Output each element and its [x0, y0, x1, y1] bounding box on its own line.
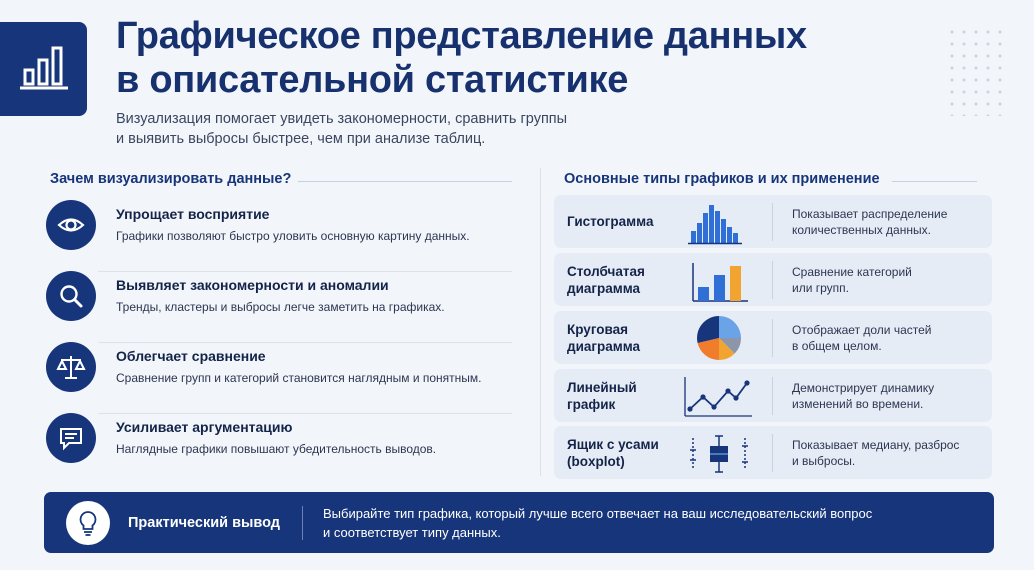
- reason-title: Облегчает сравнение: [116, 348, 266, 364]
- reason-title: Выявляет закономерности и аномалии: [116, 277, 389, 293]
- page-title: Графическое представление данных в описательной статистике: [116, 15, 807, 101]
- magnifier-icon: [46, 271, 96, 321]
- bar-chart-icon: [17, 40, 71, 99]
- chart-type-card: [554, 195, 992, 248]
- types-heading: Основные типы графиков и их применение: [564, 171, 880, 187]
- reason-item: [46, 271, 512, 343]
- decorative-dot-grid: [946, 26, 1006, 116]
- chart-type-card: [554, 253, 992, 306]
- chart-type-desc: Показывает медиану, разброс и выбросы.: [792, 437, 960, 468]
- reason-desc: Сравнение групп и категорий становится наглядным и понятным.: [116, 371, 482, 385]
- chart-type-name: Гистограмма: [567, 214, 654, 229]
- divider: [772, 377, 773, 415]
- conclusion-label: Практический вывод: [128, 514, 280, 531]
- divider: [892, 181, 977, 182]
- lightbulb-icon: [66, 501, 110, 545]
- comment-icon: [46, 413, 96, 463]
- pie-chart-icon: [682, 315, 756, 361]
- reason-desc: Тренды, кластеры и выбросы легче заметить на графиках.: [116, 300, 445, 314]
- chart-type-card: [554, 426, 992, 479]
- scales-icon: [46, 342, 96, 392]
- reason-item: [46, 342, 512, 414]
- chart-type-desc: Отображает доли частей в общем целом.: [792, 322, 932, 353]
- chart-type-desc: Сравнение категорий или групп.: [792, 264, 912, 295]
- reason-title: Усиливает аргументацию: [116, 419, 293, 435]
- divider: [298, 181, 512, 182]
- reason-desc: Графики позволяют быстро уловить основную картину данных.: [116, 229, 470, 243]
- eye-icon: [46, 200, 96, 250]
- conclusion-banner: [44, 492, 994, 553]
- conclusion-text: Выбирайте тип графика, который лучше всего отвечает на ваш исследовательский вопрос и соответствует типу данных.: [323, 505, 873, 540]
- divider: [772, 261, 773, 299]
- divider: [772, 319, 773, 357]
- chart-type-name: Круговая диаграмма: [567, 321, 641, 354]
- divider: [302, 506, 303, 540]
- reason-desc: Наглядные графики повышают убедительность выводов.: [116, 442, 437, 456]
- histogram-icon: [682, 199, 756, 245]
- divider: [772, 434, 773, 472]
- reason-title: Упрощает восприятие: [116, 206, 270, 222]
- chart-type-name: Ящик с усами (boxplot): [567, 436, 659, 469]
- reason-item: [46, 200, 512, 272]
- page-subtitle: Визуализация помогает увидеть закономерности, сравнить группы и выявить выбросы быстрее, чем при анализе таблиц.: [116, 111, 568, 147]
- chart-type-card: [554, 311, 992, 364]
- chart-type-name: Линейный график: [567, 379, 637, 412]
- boxplot-icon: [682, 430, 756, 476]
- chart-type-desc: Демонстрирует динамику изменений во времени.: [792, 380, 935, 411]
- chart-type-card: [554, 369, 992, 422]
- divider: [772, 203, 773, 241]
- line-chart-icon: [682, 373, 756, 419]
- why-heading: Зачем визуализировать данные?: [50, 171, 292, 187]
- column-divider: [540, 168, 541, 476]
- logo-tile: [0, 22, 87, 116]
- bar-chart-icon: [682, 257, 756, 303]
- reason-item: [46, 413, 512, 485]
- chart-type-name: Столбчатая диаграмма: [567, 263, 645, 296]
- chart-type-desc: Показывает распределение количественных данных.: [792, 206, 948, 237]
